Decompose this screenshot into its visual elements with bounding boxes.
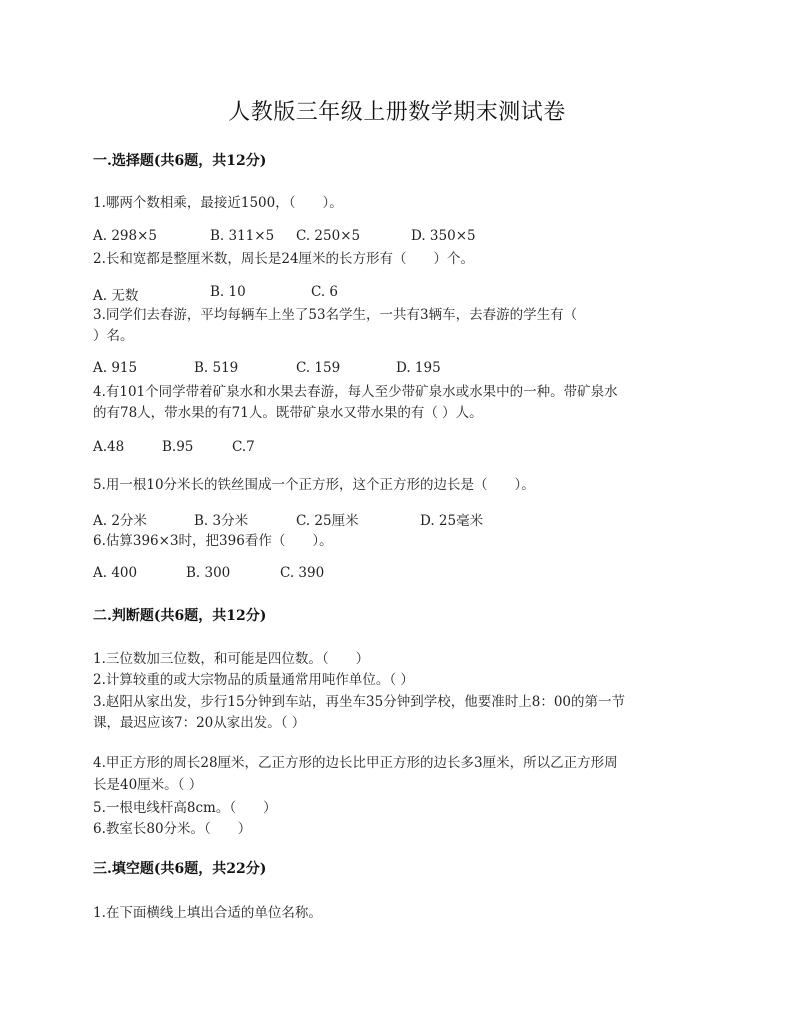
option-d: D. 25毫米 [420, 513, 484, 529]
option-b: B. 519 [194, 360, 239, 376]
question-line: ）名。 [93, 328, 134, 344]
question-line: 2.长和宽都是整厘米数，周长是24厘米的长方形有（ ）个。 [93, 251, 475, 267]
question-line: 6.教室长80分米。（ ） [93, 821, 252, 837]
option-a: A. 298×5 [93, 228, 157, 244]
option-c: C. 6 [311, 284, 339, 300]
option-c: C. 25厘米 [296, 513, 359, 529]
option-b: B. 3分米 [194, 513, 249, 529]
question-line: 5.一根电线杆高8cm。（ ） [93, 800, 277, 816]
section-heading-fill-in: 三.填空题(共6题，共22分) [93, 861, 267, 877]
question-line: 1.在下面横线上填出合适的单位名称。 [93, 905, 322, 921]
question-line: 课，最迟应该7：20从家出发。（ ） [93, 715, 306, 731]
option-c: C. 159 [296, 360, 341, 376]
option-a: A. 400 [93, 565, 138, 581]
option-c: C. 390 [280, 565, 325, 581]
question-line: 的有78人，带水果的有71人。既带矿泉水又带水果的有（ ）人。 [93, 405, 483, 421]
question-line: 3.同学们去春游，平均每辆车上坐了53名学生，一共有3辆车，去春游的学生有（ [93, 307, 578, 323]
exam-title: 人教版三年级上册数学期末测试卷 [228, 100, 566, 125]
question-line: 5.用一根10分米长的铁丝围成一个正方形，这个正方形的边长是（ ）。 [93, 477, 535, 493]
option-a: A. 无数 [93, 288, 139, 304]
question-line: 1.哪两个数相乘，最接近1500，（ ）。 [93, 195, 343, 211]
option-b: B.95 [162, 439, 194, 455]
option-c: C.7 [232, 439, 255, 455]
option-a: A.48 [93, 439, 125, 455]
question-line: 长是40厘米。（ ） [93, 777, 203, 793]
option-b: B. 311×5 [210, 228, 275, 244]
option-d: D. 195 [396, 360, 441, 376]
question-line: 4.甲正方形的周长28厘米，乙正方形的边长比甲正方形的边长多3厘米，所以乙正方形周 [93, 755, 618, 771]
option-b: B. 10 [210, 284, 246, 300]
section-heading-true-false: 二.判断题(共6题，共12分) [93, 608, 267, 624]
option-a: A. 915 [93, 360, 138, 376]
question-line: 2.计算较重的或大宗物品的质量通常用吨作单位。（ ） [93, 672, 414, 688]
option-d: D. 350×5 [411, 228, 476, 244]
option-a: A. 2分米 [93, 513, 147, 529]
question-line: 1.三位数加三位数，和可能是四位数。（ ） [93, 651, 370, 667]
question-line: 6.估算396×3时，把396看作（ ）。 [93, 533, 333, 549]
option-c: C. 250×5 [296, 228, 361, 244]
section-heading-choice: 一.选择题(共6题，共12分) [93, 153, 267, 169]
question-line: 3.赵阳从家出发，步行15分钟到车站，再坐车35分钟到学校，他要准时上8：00的第一节 [93, 694, 626, 710]
option-b: B. 300 [186, 565, 231, 581]
question-line: 4.有101个同学带着矿泉水和水果去春游，每人至少带矿泉水或水果中的一种。带矿泉水 [93, 384, 618, 400]
